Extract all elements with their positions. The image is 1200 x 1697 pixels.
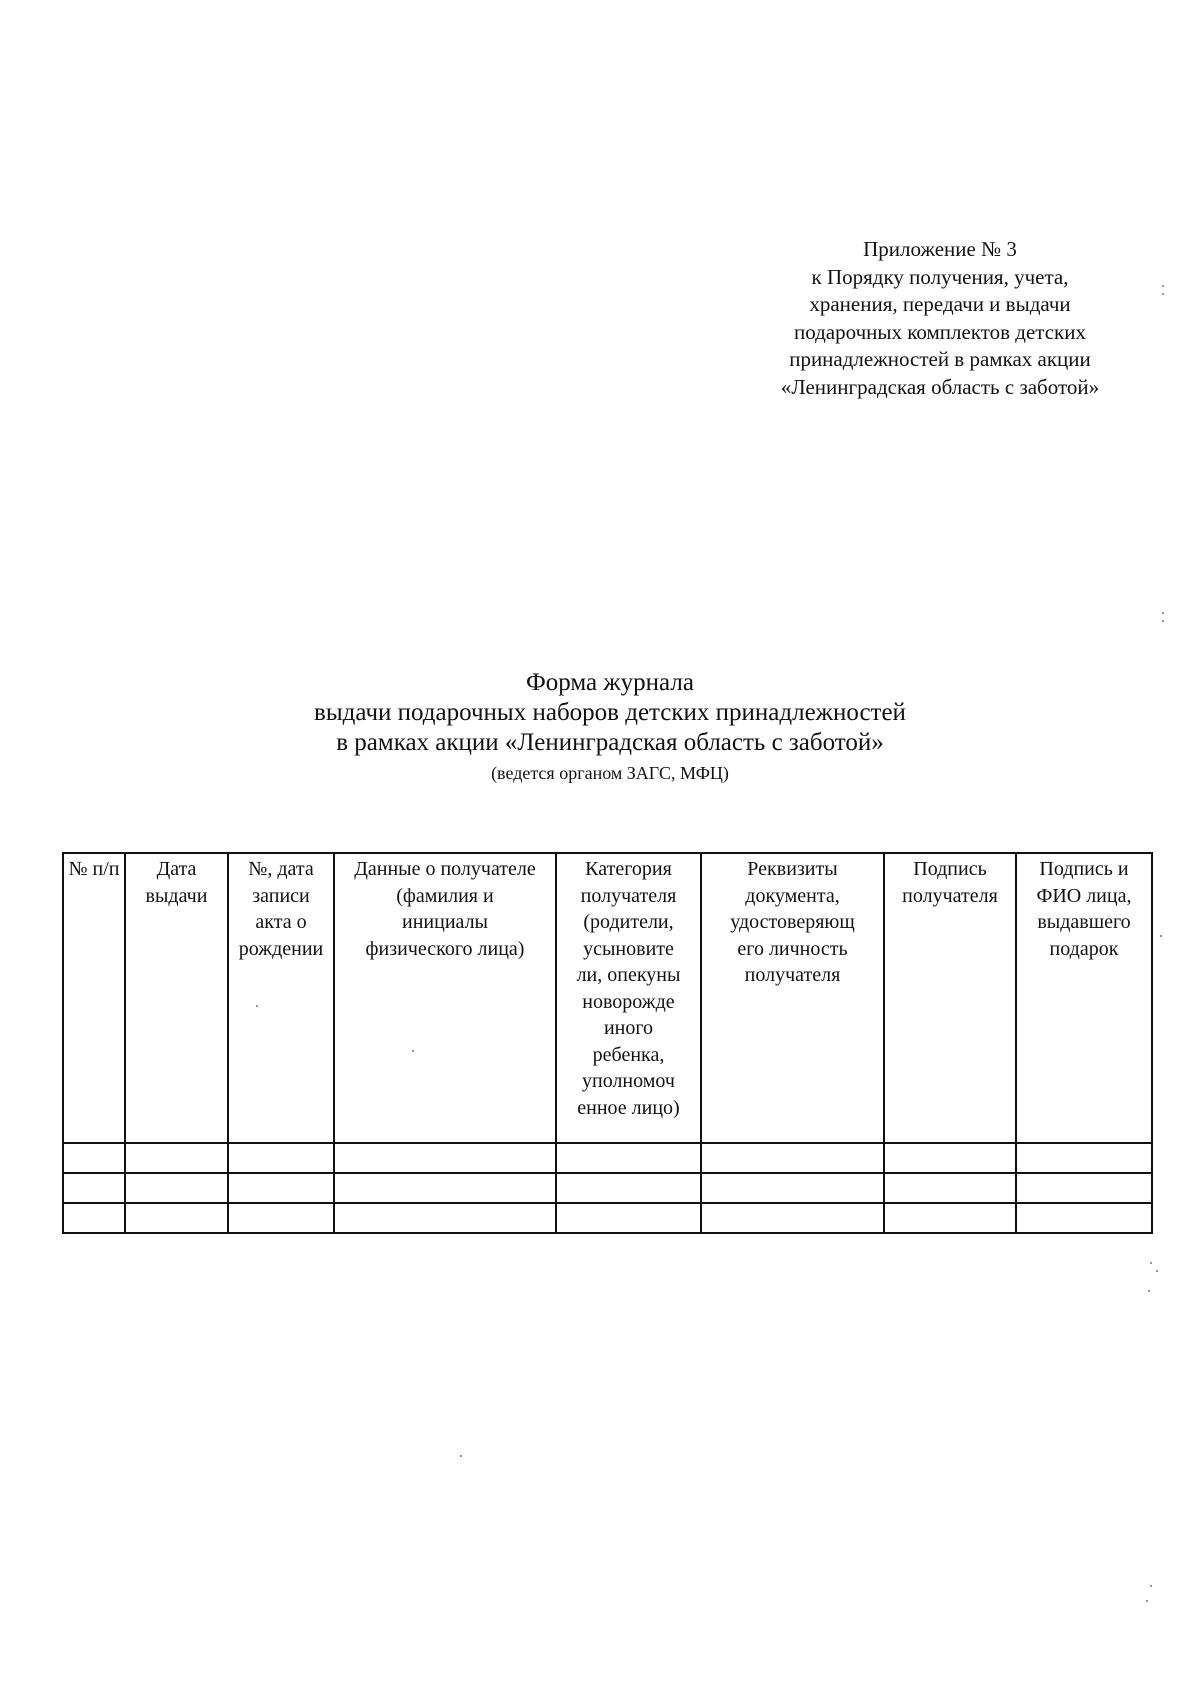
table-cell[interactable] (228, 1173, 334, 1203)
table-cell[interactable] (701, 1143, 884, 1173)
table-cell[interactable] (701, 1203, 884, 1233)
title-note: (ведется органом ЗАГС, МФЦ) (491, 763, 729, 783)
journal-table (62, 852, 1153, 1234)
table-cell[interactable] (125, 1203, 228, 1233)
title-line: в рамках акции «Ленинградская область с заботой» (336, 729, 884, 756)
column-header-issuer-signature: Подпись и ФИО лица, выдавшего подарок (1016, 853, 1152, 1143)
title-line: Форма журнала (526, 669, 694, 696)
column-header-id-document: Реквизиты документа, удостоверяющ его личность получателя (701, 853, 884, 1143)
appendix-line: хранения, передачи и выдачи (809, 292, 1071, 316)
table-row (63, 1143, 1152, 1173)
scan-speck (1162, 293, 1164, 295)
scan-speck (412, 1050, 414, 1052)
table-cell[interactable] (884, 1173, 1016, 1203)
appendix-heading (740, 236, 1140, 401)
table-cell[interactable] (228, 1203, 334, 1233)
table-cell[interactable] (228, 1143, 334, 1173)
column-header-birth-record: №, дата записи акта о рождении (228, 853, 334, 1143)
table-header-row (63, 853, 1152, 1143)
table-cell[interactable] (334, 1203, 556, 1233)
form-title (160, 668, 1060, 786)
table-cell[interactable] (63, 1143, 125, 1173)
table-cell[interactable] (701, 1173, 884, 1203)
scan-speck (1148, 1290, 1150, 1292)
column-header-recipient-data: Данные о получателе (фамилия и инициалы физического лица) (334, 853, 556, 1143)
table-cell[interactable] (125, 1173, 228, 1203)
scan-speck (1146, 1600, 1148, 1602)
column-header-issue-date: Дата выдачи (125, 853, 228, 1143)
table-cell[interactable] (884, 1143, 1016, 1173)
table-cell[interactable] (334, 1143, 556, 1173)
table-row (63, 1203, 1152, 1233)
scan-speck (1162, 285, 1164, 287)
appendix-line: к Порядку получения, учета, (811, 264, 1069, 289)
scan-speck (1150, 1262, 1152, 1264)
scan-speck (1150, 1585, 1152, 1587)
table-cell[interactable] (125, 1143, 228, 1173)
appendix-line: «Ленинградская область с заботой» (780, 374, 1100, 399)
table-cell[interactable] (556, 1203, 701, 1233)
table-cell[interactable] (556, 1173, 701, 1203)
scan-speck (1162, 620, 1164, 622)
scan-speck (1162, 612, 1164, 614)
table-row (63, 1173, 1152, 1203)
scan-speck (1156, 1270, 1158, 1272)
appendix-line: подарочных комплектов детских (793, 319, 1086, 344)
scan-speck (460, 1455, 462, 1457)
scan-speck (256, 1005, 258, 1007)
column-header-recipient-category: Категория получателя (родители, усыновите ли, опекуны новорожде иного ребенка, уполномоч енное лицо) (556, 853, 701, 1143)
table-cell[interactable] (63, 1173, 125, 1203)
table-cell[interactable] (1016, 1143, 1152, 1173)
scan-speck (1160, 935, 1162, 937)
title-line: выдачи подарочных наборов детских принадлежностей (314, 699, 906, 726)
table-cell[interactable] (884, 1203, 1016, 1233)
column-header-number: № п/п (63, 853, 125, 1143)
table-cell[interactable] (1016, 1173, 1152, 1203)
table-cell[interactable] (1016, 1203, 1152, 1233)
appendix-line: Приложение № 3 (863, 237, 1017, 261)
table-cell[interactable] (556, 1143, 701, 1173)
table-cell[interactable] (63, 1203, 125, 1233)
appendix-line: принадлежностей в рамках акции (789, 347, 1091, 371)
table-cell[interactable] (334, 1173, 556, 1203)
column-header-recipient-signature: Подпись получателя (884, 853, 1016, 1143)
